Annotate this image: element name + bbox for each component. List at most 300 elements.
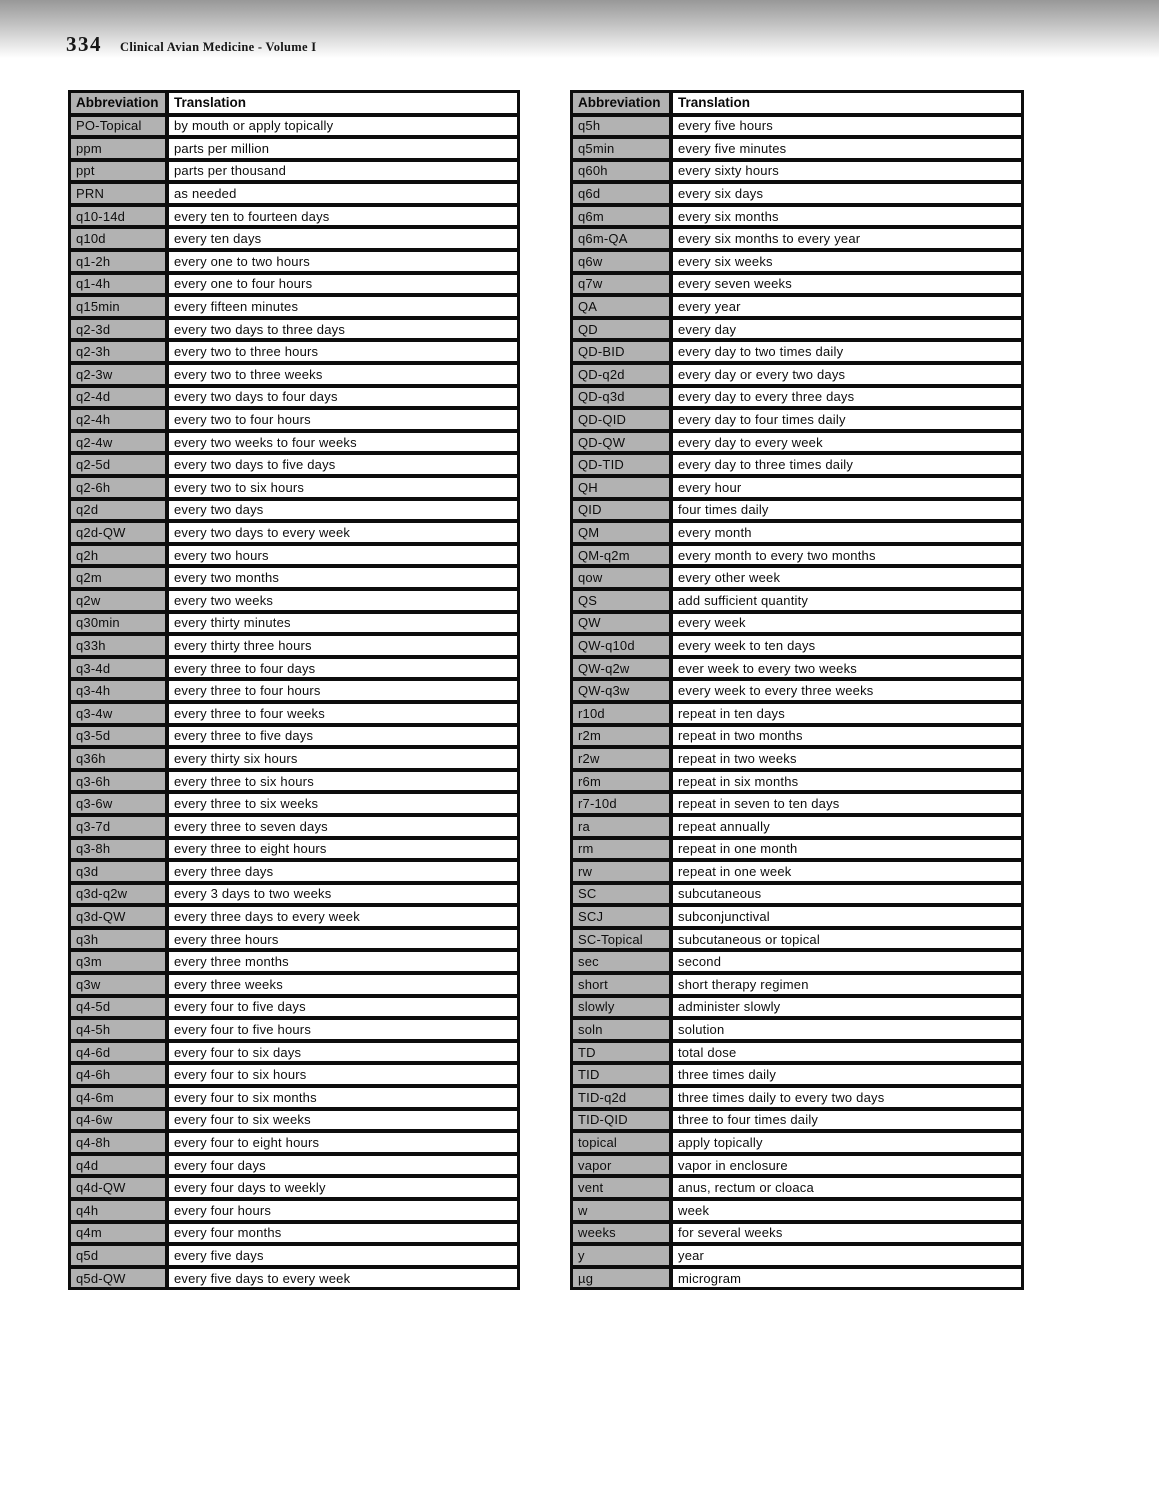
abbreviation-cell: q7w — [571, 273, 671, 296]
translation-cell: three times daily to every two days — [671, 1086, 1023, 1109]
table-row — [571, 725, 1023, 748]
translation-cell: every ten to fourteen days — [167, 205, 519, 228]
translation-cell: parts per million — [167, 137, 519, 160]
translation-cell: every seven weeks — [671, 273, 1023, 296]
abbreviation-cell: q4h — [69, 1199, 167, 1222]
translation-cell: subcutaneous — [671, 883, 1023, 906]
translation-cell: add sufficient quantity — [671, 589, 1023, 612]
abbreviation-cell: rw — [571, 860, 671, 883]
abbreviation-cell: q2d-QW — [69, 521, 167, 544]
table-row — [571, 160, 1023, 183]
translation-cell: every three to eight hours — [167, 838, 519, 861]
table-row — [69, 318, 519, 341]
table-row — [571, 973, 1023, 996]
abbreviation-cell: q2-4h — [69, 408, 167, 431]
translation-cell: every three hours — [167, 928, 519, 951]
table-row — [69, 815, 519, 838]
abbreviation-cell: q10-14d — [69, 205, 167, 228]
abbreviation-cell: SCJ — [571, 905, 671, 928]
abbreviation-cell: QM — [571, 521, 671, 544]
table-header-row — [69, 91, 519, 115]
table-row — [69, 544, 519, 567]
abbreviation-cell: q4-8h — [69, 1131, 167, 1154]
table-row — [69, 747, 519, 770]
table-row — [69, 205, 519, 228]
translation-cell: every day — [671, 318, 1023, 341]
translation-cell: every six months — [671, 205, 1023, 228]
table-row — [69, 950, 519, 973]
translation-cell: repeat in ten days — [671, 702, 1023, 725]
abbreviation-cell: q4-5d — [69, 996, 167, 1019]
abbreviation-cell: q5h — [571, 115, 671, 138]
table-row — [69, 1018, 519, 1041]
translation-cell: week — [671, 1199, 1023, 1222]
translation-cell: every four days to weekly — [167, 1176, 519, 1199]
abbreviation-cell: r10d — [571, 702, 671, 725]
abbreviation-cell: q3-8h — [69, 838, 167, 861]
translation-cell: every week — [671, 612, 1023, 635]
translation-cell: four times daily — [671, 499, 1023, 522]
translation-cell: second — [671, 950, 1023, 973]
table-row — [571, 1018, 1023, 1041]
translation-cell: every four months — [167, 1222, 519, 1245]
translation-cell: every six days — [671, 182, 1023, 205]
table-row — [69, 340, 519, 363]
translation-cell: every four to six weeks — [167, 1109, 519, 1132]
abbreviation-cell: r7-10d — [571, 792, 671, 815]
abbreviation-cell: y — [571, 1244, 671, 1267]
abbreviation-cell: q6d — [571, 182, 671, 205]
table-row — [69, 860, 519, 883]
abbreviation-cell: rm — [571, 838, 671, 861]
abbreviation-cell: soln — [571, 1018, 671, 1041]
translation-cell: every six months to every year — [671, 227, 1023, 250]
translation-cell: every six weeks — [671, 250, 1023, 273]
table-row — [571, 1244, 1023, 1267]
abbreviation-cell: q4-6h — [69, 1063, 167, 1086]
translation-cell: every three to four days — [167, 657, 519, 680]
table-row — [69, 250, 519, 273]
abbreviation-cell: q3d-q2w — [69, 883, 167, 906]
abbreviation-cell: SC — [571, 883, 671, 906]
table-row — [571, 883, 1023, 906]
abbreviation-cell: QW-q2w — [571, 657, 671, 680]
table-row — [69, 657, 519, 680]
table-row — [571, 566, 1023, 589]
table-row — [69, 973, 519, 996]
table-row — [571, 137, 1023, 160]
translation-cell: for several weeks — [671, 1222, 1023, 1245]
abbreviation-cell: TD — [571, 1041, 671, 1064]
abbreviation-cell: sec — [571, 950, 671, 973]
table-row — [69, 634, 519, 657]
abbreviation-cell: QW — [571, 612, 671, 635]
translation-cell: subcutaneous or topical — [671, 928, 1023, 951]
translation-cell: every two days to every week — [167, 521, 519, 544]
abbreviation-cell: q1-2h — [69, 250, 167, 273]
table-row — [69, 589, 519, 612]
abbreviation-cell: q5d-QW — [69, 1267, 167, 1290]
translation-cell: every three weeks — [167, 973, 519, 996]
table-row — [571, 318, 1023, 341]
abbreviation-cell: q2w — [69, 589, 167, 612]
abbreviation-cell: QID — [571, 499, 671, 522]
abbreviation-cell: q2-3h — [69, 340, 167, 363]
abbreviation-cell: SC-Topical — [571, 928, 671, 951]
translation-cell: every two to three hours — [167, 340, 519, 363]
translation-cell: every three days to every week — [167, 905, 519, 928]
translation-cell: parts per thousand — [167, 160, 519, 183]
column-header-abbreviation: Abbreviation — [69, 91, 167, 115]
abbreviation-cell: QH — [571, 476, 671, 499]
translation-cell: every three to six hours — [167, 770, 519, 793]
translation-cell: every two to six hours — [167, 476, 519, 499]
translation-cell: as needed — [167, 182, 519, 205]
translation-cell: repeat in one week — [671, 860, 1023, 883]
table-row — [69, 792, 519, 815]
translation-cell: every two weeks to four weeks — [167, 431, 519, 454]
table-row — [69, 1063, 519, 1086]
translation-cell: repeat in two months — [671, 725, 1023, 748]
table-row — [571, 1176, 1023, 1199]
translation-cell: every three to five days — [167, 725, 519, 748]
abbreviation-cell: QD-TID — [571, 453, 671, 476]
table-row — [571, 273, 1023, 296]
abbreviation-cell: QA — [571, 295, 671, 318]
table-row — [571, 747, 1023, 770]
translation-cell: every other week — [671, 566, 1023, 589]
table-row — [69, 499, 519, 522]
abbreviation-cell: QW-q10d — [571, 634, 671, 657]
table-row — [571, 1109, 1023, 1132]
translation-cell: every week to every three weeks — [671, 679, 1023, 702]
abbreviation-cell: q3h — [69, 928, 167, 951]
translation-cell: solution — [671, 1018, 1023, 1041]
table-row — [571, 860, 1023, 883]
table-row — [69, 679, 519, 702]
table-row — [571, 182, 1023, 205]
abbreviation-cell: q2-6h — [69, 476, 167, 499]
translation-cell: every five days — [167, 1244, 519, 1267]
abbreviation-cell: QS — [571, 589, 671, 612]
translation-cell: every year — [671, 295, 1023, 318]
translation-cell: apply topically — [671, 1131, 1023, 1154]
table-row — [571, 702, 1023, 725]
abbreviation-table-right — [570, 90, 1024, 1290]
translation-cell: year — [671, 1244, 1023, 1267]
table-row — [571, 905, 1023, 928]
table-row — [571, 295, 1023, 318]
translation-cell: every two to three weeks — [167, 363, 519, 386]
translation-cell: every day to every three days — [671, 386, 1023, 409]
translation-cell: every day to every week — [671, 431, 1023, 454]
table-row — [69, 1176, 519, 1199]
abbreviation-cell: q2-3d — [69, 318, 167, 341]
table-row — [571, 340, 1023, 363]
table-row — [69, 1199, 519, 1222]
translation-cell: every hour — [671, 476, 1023, 499]
translation-cell: repeat in six months — [671, 770, 1023, 793]
table-row — [69, 928, 519, 951]
abbreviation-cell: r2m — [571, 725, 671, 748]
table-row — [69, 386, 519, 409]
abbreviation-cell: q4m — [69, 1222, 167, 1245]
translation-cell: every four to five days — [167, 996, 519, 1019]
translation-cell: every fifteen minutes — [167, 295, 519, 318]
translation-cell: every thirty three hours — [167, 634, 519, 657]
table-row — [571, 996, 1023, 1019]
table-row — [69, 295, 519, 318]
table-row — [571, 386, 1023, 409]
table-row — [571, 521, 1023, 544]
column-header-translation: Translation — [671, 91, 1023, 115]
table-row — [69, 363, 519, 386]
abbreviation-cell: q1-4h — [69, 273, 167, 296]
abbreviation-cell: q3-4d — [69, 657, 167, 680]
table-row — [69, 1244, 519, 1267]
abbreviation-cell: q6w — [571, 250, 671, 273]
table-row — [571, 928, 1023, 951]
table-row — [69, 182, 519, 205]
translation-cell: total dose — [671, 1041, 1023, 1064]
table-row — [69, 137, 519, 160]
table-row — [571, 1131, 1023, 1154]
table-row — [69, 408, 519, 431]
abbreviation-cell: r6m — [571, 770, 671, 793]
table-row — [571, 770, 1023, 793]
abbreviation-cell: QD-q3d — [571, 386, 671, 409]
translation-cell: every day to three times daily — [671, 453, 1023, 476]
translation-cell: every day to two times daily — [671, 340, 1023, 363]
table-row — [69, 1041, 519, 1064]
translation-cell: every four to six hours — [167, 1063, 519, 1086]
table-row — [69, 1086, 519, 1109]
table-row — [69, 770, 519, 793]
translation-cell: every one to four hours — [167, 273, 519, 296]
table-row — [571, 363, 1023, 386]
abbreviation-cell: q3w — [69, 973, 167, 996]
translation-cell: every day to four times daily — [671, 408, 1023, 431]
translation-cell: every five hours — [671, 115, 1023, 138]
abbreviation-cell: q3d-QW — [69, 905, 167, 928]
translation-cell: every four to six months — [167, 1086, 519, 1109]
translation-cell: every thirty minutes — [167, 612, 519, 635]
translation-cell: every two days to four days — [167, 386, 519, 409]
abbreviation-cell: w — [571, 1199, 671, 1222]
table-row — [69, 160, 519, 183]
abbreviation-cell: q6m-QA — [571, 227, 671, 250]
translation-cell: every two months — [167, 566, 519, 589]
translation-cell: every two to four hours — [167, 408, 519, 431]
abbreviation-cell: q4-6w — [69, 1109, 167, 1132]
column-header-translation: Translation — [167, 91, 519, 115]
table-row — [571, 408, 1023, 431]
abbreviation-cell: q3d — [69, 860, 167, 883]
abbreviation-cell: QD-QW — [571, 431, 671, 454]
abbreviation-cell: QW-q3w — [571, 679, 671, 702]
abbreviation-cell: q15min — [69, 295, 167, 318]
translation-cell: every month to every two months — [671, 544, 1023, 567]
abbreviation-cell: QD-BID — [571, 340, 671, 363]
translation-cell: microgram — [671, 1267, 1023, 1290]
table-row — [571, 634, 1023, 657]
abbreviation-cell: q3-6h — [69, 770, 167, 793]
translation-cell: every two hours — [167, 544, 519, 567]
table-row — [69, 115, 519, 138]
abbreviation-cell: q2-5d — [69, 453, 167, 476]
table-row — [69, 905, 519, 928]
table-row — [69, 1109, 519, 1132]
table-row — [571, 1086, 1023, 1109]
translation-cell: every four to six days — [167, 1041, 519, 1064]
table-row — [69, 996, 519, 1019]
abbreviation-cell: q3-5d — [69, 725, 167, 748]
abbreviation-cell: ppm — [69, 137, 167, 160]
table-row — [69, 521, 519, 544]
translation-cell: every thirty six hours — [167, 747, 519, 770]
abbreviation-cell: ra — [571, 815, 671, 838]
table-row — [571, 815, 1023, 838]
table-row — [571, 1041, 1023, 1064]
abbreviation-table-left — [68, 90, 520, 1290]
translation-cell: by mouth or apply topically — [167, 115, 519, 138]
abbreviation-cell: q6m — [571, 205, 671, 228]
table-row — [69, 1267, 519, 1290]
table-row — [571, 1063, 1023, 1086]
abbreviation-cell: TID-QID — [571, 1109, 671, 1132]
table-row — [69, 227, 519, 250]
table-row — [571, 612, 1023, 635]
translation-cell: repeat in two weeks — [671, 747, 1023, 770]
translation-cell: every three days — [167, 860, 519, 883]
abbreviation-cell: q30min — [69, 612, 167, 635]
translation-cell: every sixty hours — [671, 160, 1023, 183]
translation-cell: every two days to five days — [167, 453, 519, 476]
abbreviation-cell: QD — [571, 318, 671, 341]
table-row — [571, 250, 1023, 273]
abbreviation-cell: µg — [571, 1267, 671, 1290]
translation-cell: anus, rectum or cloaca — [671, 1176, 1023, 1199]
translation-cell: every three months — [167, 950, 519, 973]
table-row — [571, 476, 1023, 499]
translation-cell: every one to two hours — [167, 250, 519, 273]
abbreviation-cell: q60h — [571, 160, 671, 183]
abbreviation-cell: q4-5h — [69, 1018, 167, 1041]
abbreviation-cell: weeks — [571, 1222, 671, 1245]
abbreviation-cell: q3-6w — [69, 792, 167, 815]
translation-cell: administer slowly — [671, 996, 1023, 1019]
abbreviation-cell: q5d — [69, 1244, 167, 1267]
translation-cell: every two weeks — [167, 589, 519, 612]
translation-cell: every five minutes — [671, 137, 1023, 160]
translation-cell: three to four times daily — [671, 1109, 1023, 1132]
translation-cell: vapor in enclosure — [671, 1154, 1023, 1177]
translation-cell: every month — [671, 521, 1023, 544]
table-row — [69, 612, 519, 635]
abbreviation-cell: slowly — [571, 996, 671, 1019]
abbreviation-cell: QD-QID — [571, 408, 671, 431]
translation-cell: every three to four hours — [167, 679, 519, 702]
table-row — [571, 115, 1023, 138]
table-row — [571, 205, 1023, 228]
abbreviation-cell: vent — [571, 1176, 671, 1199]
table-row — [69, 838, 519, 861]
translation-cell: repeat in seven to ten days — [671, 792, 1023, 815]
translation-cell: every three to seven days — [167, 815, 519, 838]
table-row — [571, 1154, 1023, 1177]
abbreviation-cell: ppt — [69, 160, 167, 183]
abbreviation-cell: q36h — [69, 747, 167, 770]
table-row — [571, 1199, 1023, 1222]
translation-cell: every ten days — [167, 227, 519, 250]
table-row — [69, 431, 519, 454]
abbreviation-cell: q4-6m — [69, 1086, 167, 1109]
abbreviation-cell: topical — [571, 1131, 671, 1154]
translation-cell: every three to six weeks — [167, 792, 519, 815]
abbreviation-cell: q2m — [69, 566, 167, 589]
translation-cell: every week to ten days — [671, 634, 1023, 657]
abbreviation-cell: q3-4w — [69, 702, 167, 725]
table-row — [571, 1267, 1023, 1290]
abbreviation-cell: q3-4h — [69, 679, 167, 702]
abbreviation-cell: q4d-QW — [69, 1176, 167, 1199]
translation-cell: every 3 days to two weeks — [167, 883, 519, 906]
table-row — [69, 453, 519, 476]
translation-cell: every four to eight hours — [167, 1131, 519, 1154]
table-row — [69, 476, 519, 499]
table-row — [69, 1154, 519, 1177]
translation-cell: every three to four weeks — [167, 702, 519, 725]
table-row — [571, 1222, 1023, 1245]
abbreviation-cell: q2-4w — [69, 431, 167, 454]
translation-cell: every four to five hours — [167, 1018, 519, 1041]
abbreviation-cell: QD-q2d — [571, 363, 671, 386]
book-title: Clinical Avian Medicine - Volume I — [120, 40, 317, 54]
abbreviation-cell: q4d — [69, 1154, 167, 1177]
abbreviation-cell: q2h — [69, 544, 167, 567]
abbreviation-cell: TID-q2d — [571, 1086, 671, 1109]
table-row — [571, 679, 1023, 702]
translation-cell: every two days to three days — [167, 318, 519, 341]
abbreviation-cell: PRN — [69, 182, 167, 205]
table-row — [69, 566, 519, 589]
table-row — [571, 227, 1023, 250]
abbreviation-cell: q3m — [69, 950, 167, 973]
column-header-abbreviation: Abbreviation — [571, 91, 671, 115]
translation-cell: short therapy regimen — [671, 973, 1023, 996]
abbreviation-cell: q3-7d — [69, 815, 167, 838]
table-row — [571, 589, 1023, 612]
table-row — [69, 725, 519, 748]
abbreviation-cell: q2d — [69, 499, 167, 522]
abbreviation-cell: q10d — [69, 227, 167, 250]
table-row — [571, 950, 1023, 973]
abbreviation-cell: q33h — [69, 634, 167, 657]
abbreviation-cell: qow — [571, 566, 671, 589]
translation-cell: ever week to every two weeks — [671, 657, 1023, 680]
translation-cell: three times daily — [671, 1063, 1023, 1086]
table-row — [69, 1222, 519, 1245]
table-row — [571, 499, 1023, 522]
translation-cell: every four hours — [167, 1199, 519, 1222]
table-row — [571, 792, 1023, 815]
translation-cell: every two days — [167, 499, 519, 522]
translation-cell: every four days — [167, 1154, 519, 1177]
translation-cell: subconjunctival — [671, 905, 1023, 928]
abbreviation-cell: short — [571, 973, 671, 996]
abbreviation-cell: r2w — [571, 747, 671, 770]
table-row — [69, 273, 519, 296]
